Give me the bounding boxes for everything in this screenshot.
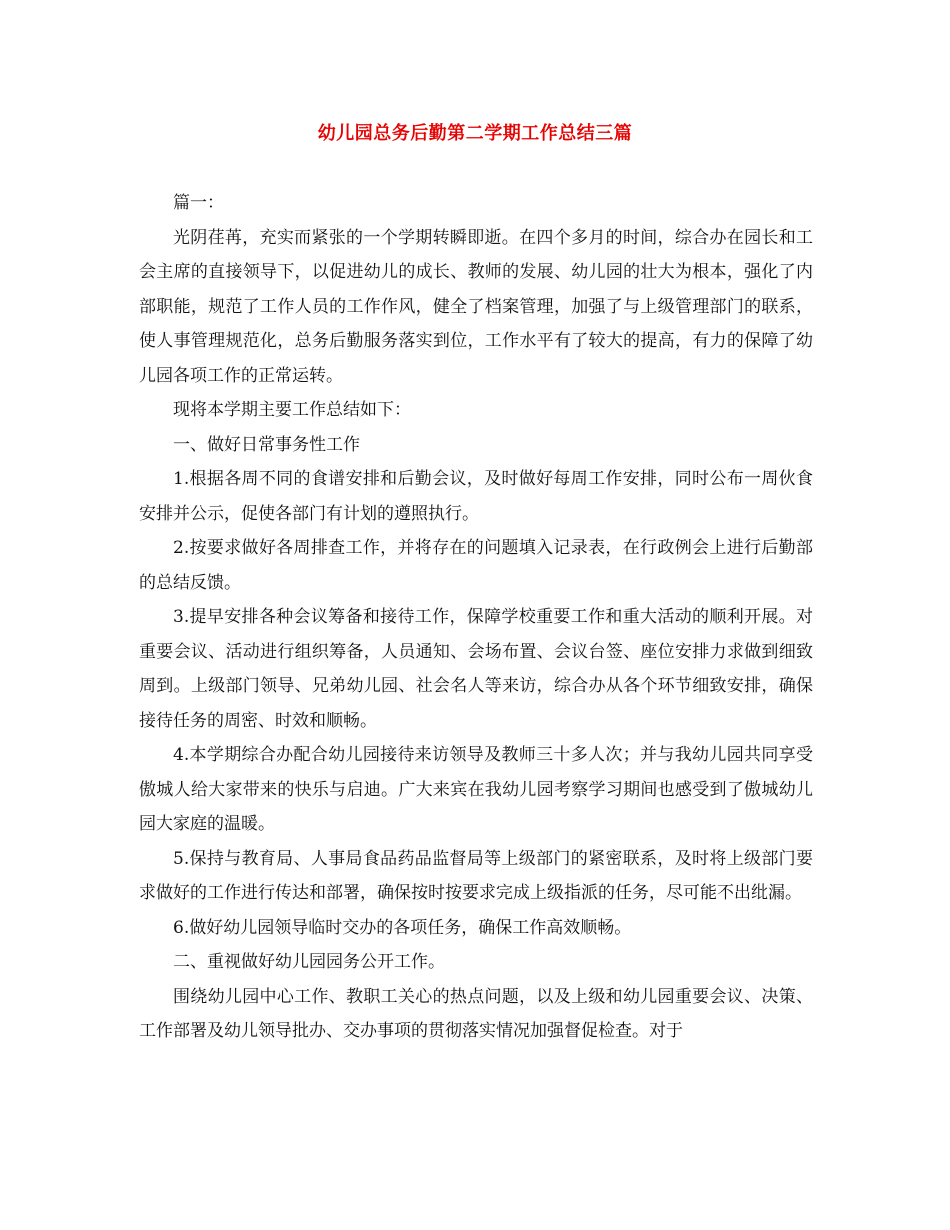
section-heading: 一、做好日常事务性工作	[173, 434, 360, 455]
list-item: 5.保持与教育局、人事局食品药品监督局等上级部门的紧密联系，及时将上级部门要求做好的工作进行传达和部署，确保按时按要求完成上级指派的任务，尽可能不出纰漏。	[139, 848, 813, 903]
document-title: 幼儿园总务后勤第二学期工作总结三篇	[317, 123, 633, 144]
section-heading: 二、重视做好幼儿园园务公开工作。	[173, 952, 445, 972]
paragraph: 光阴荏苒，充实而紧张的一个学期转瞬即逝。在四个多月的时间，综合办在园长和工会主席的直接领导下，以促进幼儿的成长、教师的发展、幼儿园的壮大为根本，强化了内部职能，规范了工作人员的工作作风，健全了档案管理，加强了与上级管理部门的联系，使人事管理规范化，总务后勤服务落实到位，工作水平有了较大的提高，有力的保障了幼儿园各项工作的正常运转。	[139, 227, 813, 386]
list-item: 3.提早安排各种会议筹备和接待工作，保障学校重要工作和重大活动的顺利开展。对重要会议、活动进行组织筹备，人员通知、会场布置、会议台签、座位安排力求做到细致周到。上级部门领导、兄弟幼儿园、社会名人等来访，综合办从各个环节细致安排，确保接待任务的周密、时效和顺畅。	[139, 607, 813, 731]
list-item: 6.做好幼儿园领导临时交办的各项任务，确保工作高效顺畅。	[173, 917, 632, 938]
document-body	[139, 186, 813, 1049]
list-item: 4.本学期综合办配合幼儿园接待来访领导及教师三十多人次；并与我幼儿园共同享受傲城人给大家带来的快乐与启迪。广大来宾在我幼儿园考察学习期间也感受到了傲城幼儿园大家庭的温暖。	[139, 745, 813, 834]
list-item: 2.按要求做好各周排查工作，并将存在的问题填入记录表，在行政例会上进行后勤部的总结反馈。	[139, 538, 813, 593]
paragraph: 围绕幼儿园中心工作、教职工关心的热点问题，以及上级和幼儿园重要会议、决策、工作部署及幼儿领导批办、交办事项的贯彻落实情况加强督促检查。对于	[139, 986, 813, 1041]
paragraph: 现将本学期主要工作总结如下：	[173, 400, 411, 420]
list-item: 1.根据各周不同的食谱安排和后勤会议，及时做好每周工作安排，同时公布一周伙食安排并公示，促使各部门有计划的遵照执行。	[139, 469, 813, 524]
section-heading: 篇一：	[173, 193, 224, 213]
